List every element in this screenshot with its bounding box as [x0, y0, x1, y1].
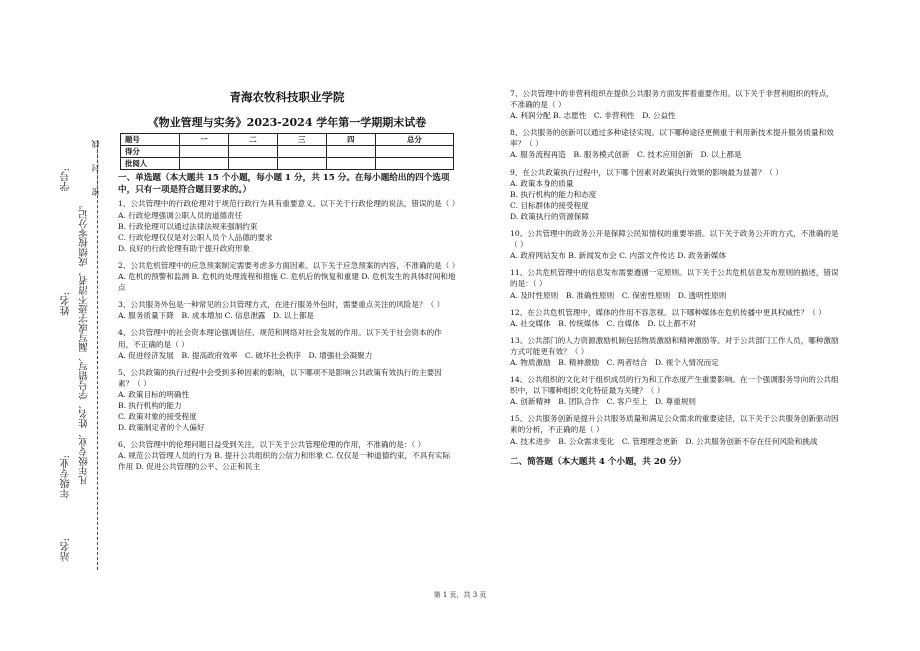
question-stem: 15、公共服务创新是提升公共服务质量和满足公众需求的重要途径，以下关于公共服务创新驱动因素的分析，不正确的是（ ） — [510, 414, 839, 435]
question-stem: 5、公共政策的执行过程中会受到多种因素的影响，以下哪项不是影响公共政策有效执行的主要因素？（ ） — [118, 367, 442, 388]
reviewer-row — [121, 158, 454, 170]
question-14 — [510, 374, 840, 407]
option: C. 政策对象的接受程度 — [118, 412, 197, 422]
question-stem: 11、公共危机管理中的信息发布需要遵循一定原则。以下关于公共危机信息发布原则的描述，错误的是：（ ） — [510, 268, 839, 289]
question-2 — [118, 260, 460, 293]
option: D. 良好的行政伦理有助于提升政府形象 — [118, 243, 251, 253]
option: A. 危机的预警和监测 B. 危机的处理流程和措施 C. 危机后的恢复和重建 D. 危机发生的具体时间和地点 — [118, 272, 456, 293]
question-4 — [118, 327, 456, 360]
reviewer-cell[interactable] — [277, 158, 326, 170]
question-stem: 7、公共管理中的非营利组织在提供公共服务方面发挥着重要作用。以下关于非营利组织的特点，不准确的是（ ） — [510, 89, 834, 110]
option: A. 促进经济发展 B. 提高政府效率 C. 破坏社会秩序 D. 增强社会凝聚力 — [118, 350, 373, 360]
score-cell[interactable] — [375, 146, 453, 158]
option: A. 服务质量下降 B. 成本增加 C. 信息泄露 D. 以上都是 — [118, 311, 315, 321]
question-12 — [510, 307, 840, 329]
score-header-cell: 一 — [180, 134, 229, 146]
option: D. 政策制定者的个人偏好 — [118, 423, 205, 433]
reviewer-cell[interactable] — [180, 158, 229, 170]
question-stem: 2、公共危机管理中的应急预案制定需要考虑多方面因素。以下关于应急预案的内容，不准确的是（ ） — [118, 260, 460, 270]
reviewer-cell[interactable] — [326, 158, 375, 170]
left-column — [118, 88, 460, 473]
option: A. 行政伦理强调公职人员的道德责任 — [118, 210, 243, 220]
question-10 — [510, 228, 840, 261]
station-label: 站名: — [61, 538, 72, 562]
question-6 — [118, 439, 456, 472]
question-stem: 8、公共服务的创新可以通过多种途径实现。以下哪种途径更侧重于利用新技术提升服务质量和效率？（ ） — [510, 128, 834, 149]
option: A. 规范公共管理人员的行为 B. 提升公共组织的公信力和形象 C. 仅仅是一种道德约束，不具有实际作用 D. 促进公共管理的公平、公正和民主 — [118, 451, 451, 472]
option: B. 执行机构的能力 — [118, 400, 182, 410]
question-11 — [510, 267, 840, 300]
option: A. 政策本身的质量 — [510, 178, 574, 188]
score-cell[interactable] — [180, 146, 229, 158]
score-row-label: 得分 — [121, 146, 180, 158]
score-table-header — [121, 134, 454, 146]
question-9 — [510, 167, 840, 222]
score-row — [121, 146, 454, 158]
question-13 — [510, 335, 840, 368]
question-stem: 13、公共部门的人力资源激励机制包括物质激励和精神激励等。对于公共部门工作人员，哪种激励方式可能更有效？（ ） — [510, 335, 839, 356]
reviewer-cell[interactable] — [228, 158, 277, 170]
question-7 — [510, 88, 840, 121]
reviewer-cell[interactable] — [375, 158, 453, 170]
section1-title: 一、单选题（本大题共 15 个小题，每小题 1 分，共 15 分。在每小题给出的四个选项中，只有一项是符合题目要求的。） — [118, 173, 450, 195]
question-stem: 1、公共管理中的行政伦理对于规范行政行为具有重要意义。以下关于行政伦理的说法，错误的是（ ） — [118, 199, 460, 209]
score-cell[interactable] — [228, 146, 277, 158]
score-cell[interactable] — [326, 146, 375, 158]
option: C. 目标群体的接受程度 — [510, 200, 589, 210]
question-1 — [118, 198, 460, 253]
reviewer-row-label: 批阅人 — [121, 158, 180, 170]
option: C. 行政伦理仅仅是对公职人员个人品德的要求 — [118, 232, 273, 242]
right-column — [510, 88, 840, 468]
option: B. 行政伦理可以通过法律法规来强制约束 — [118, 221, 258, 231]
score-cell[interactable] — [277, 146, 326, 158]
option: A. 政府网站发布 B. 新闻发布会 C. 内部文件传达 D. 政务新媒体 — [510, 251, 727, 261]
page-footer: 第 1 页，共 3 页 — [433, 591, 487, 599]
option: A. 创新精神 B. 团队合作 C. 客户至上 D. 尊重规则 — [510, 397, 697, 407]
student-id-label: 学号: — [61, 168, 72, 192]
option: A. 社交媒体 B. 传统媒体 C. 自媒体 D. 以上都不对 — [510, 318, 697, 328]
score-table — [120, 133, 454, 170]
score-header-cell: 总分 — [375, 134, 453, 146]
school-title: 青海农牧科技职业学院 — [229, 90, 345, 104]
option: A. 政策目标的明确性 — [118, 389, 190, 399]
question-stem: 9、在公共政策执行过程中，以下哪个因素对政策执行效果的影响最为显著？（ ） — [510, 167, 784, 177]
option: A. 技术进步 B. 公众需求变化 C. 管理理念更新 D. 公共服务创新不存在任何风险和挑战 — [510, 436, 818, 446]
question-stem: 10、公共管理中的政务公开是保障公民知情权的重要举措。以下关于政务公开的方式，不准确的是（ ） — [510, 229, 839, 250]
question-stem: 12、在公共危机管理中，媒体的作用不容忽视。以下哪种媒体在危机传播中更具权威性？（ ） — [510, 307, 826, 317]
question-15 — [510, 413, 840, 446]
question-3 — [118, 299, 456, 321]
seal-line — [97, 140, 98, 570]
grade-major-label: 年级专业: — [61, 455, 72, 499]
question-5 — [118, 367, 456, 434]
question-stem: 3、公共服务外包是一种常见的公共管理方式，在进行服务外包时，需要重点关注的风险是？（ ） — [118, 300, 445, 310]
question-stem: 6、公共管理中的伦理问题日益受到关注，以下关于公共管理伦理的作用，不准确的是：（ ） — [118, 440, 426, 450]
question-stem: 14、公共组织的文化对于组织成员的行为和工作态度产生重要影响。在一个强调服务导向的公共组织中，以下哪种组织文化特征最为关键？（ ） — [510, 375, 839, 396]
binding-margin — [0, 0, 110, 651]
option: D. 政策执行的资源保障 — [510, 211, 589, 221]
exam-title: 《物业管理与实务》2023-2024 学年第一学期期末试卷 — [147, 116, 427, 130]
option: A. 物质激励 B. 精神激励 C. 两者结合 D. 视个人情况而定 — [510, 357, 719, 367]
section2-title: 二、简答题（本大题共 4 个小题，共 20 分） — [510, 456, 687, 467]
score-header-cell: 二 — [228, 134, 277, 146]
score-header-cell: 题号 — [121, 134, 180, 146]
option: B. 执行机构的能力和态度 — [510, 189, 597, 199]
score-header-cell: 四 — [326, 134, 375, 146]
question-stem: 4、公共管理中的社会资本理论强调信任、规范和网络对社会发展的作用。以下关于社会资本的作用，不正确的是（ ） — [118, 328, 442, 349]
student-name-label: 姓名: — [61, 292, 72, 316]
score-header-cell: 三 — [277, 134, 326, 146]
question-8 — [510, 127, 840, 160]
option: A. 及时性原则 B. 准确性原则 C. 保密性原则 D. 透明性原则 — [510, 290, 727, 300]
option: A. 利润分配 B. 志愿性 C. 非营利性 D. 公益性 — [510, 111, 676, 121]
option: A. 服务流程再造 B. 服务模式创新 C. 技术应用创新 D. 以上都是 — [510, 150, 742, 160]
seal-line-text: 密……封……线 — [91, 140, 100, 196]
binding-notice: 凡年级专业、姓名、学号错写、漏写或字迹不清者，成绩按零分记。 — [79, 200, 90, 485]
